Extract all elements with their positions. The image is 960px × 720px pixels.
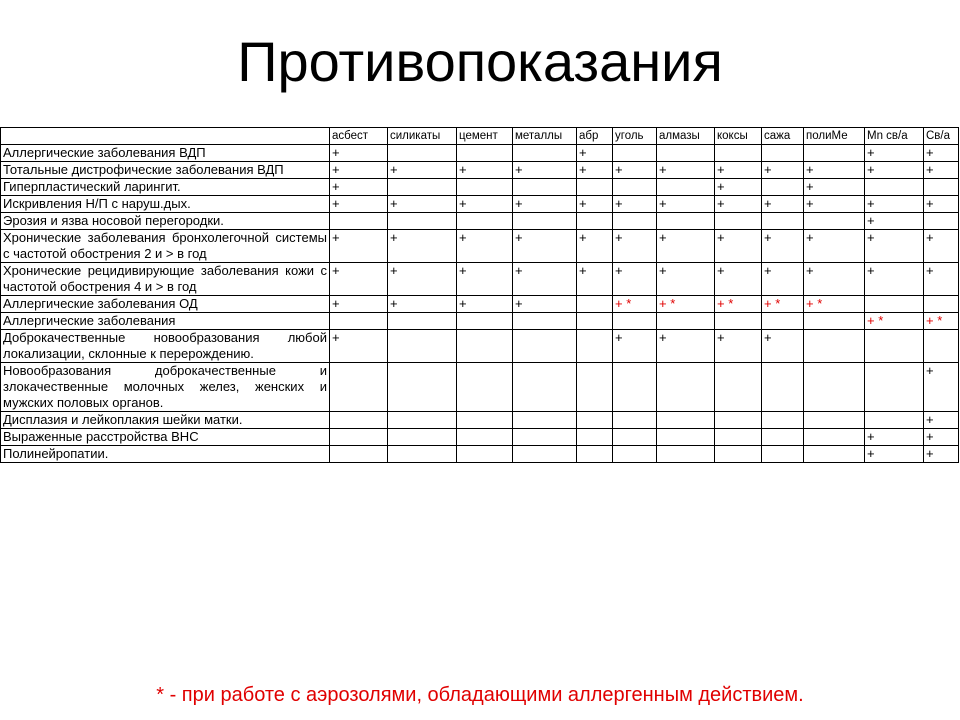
mark-cell bbox=[513, 412, 577, 429]
mark-cell bbox=[924, 213, 959, 230]
mark-cell: + bbox=[865, 213, 924, 230]
mark-cell bbox=[577, 412, 613, 429]
table-row bbox=[1, 179, 959, 196]
header-corner-cell bbox=[1, 128, 330, 145]
mark-cell bbox=[577, 446, 613, 463]
column-header: коксы bbox=[715, 128, 762, 145]
mark-cell: + bbox=[657, 330, 715, 363]
mark-cell bbox=[657, 363, 715, 412]
table-row bbox=[1, 162, 959, 179]
mark-cell bbox=[613, 412, 657, 429]
mark-cell bbox=[924, 330, 959, 363]
mark-cell: + bbox=[762, 196, 804, 213]
mark-cell: + * bbox=[657, 296, 715, 313]
mark-cell: + bbox=[513, 230, 577, 263]
mark-cell bbox=[762, 363, 804, 412]
mark-cell bbox=[513, 429, 577, 446]
mark-cell: + bbox=[804, 230, 865, 263]
mark-cell: + bbox=[577, 263, 613, 296]
mark-cell: + bbox=[865, 196, 924, 213]
mark-cell bbox=[388, 446, 457, 463]
mark-cell: + bbox=[804, 179, 865, 196]
mark-cell: + bbox=[388, 230, 457, 263]
mark-cell: + bbox=[330, 230, 388, 263]
column-header: цемент bbox=[457, 128, 513, 145]
mark-cell bbox=[513, 330, 577, 363]
mark-cell bbox=[330, 412, 388, 429]
mark-cell: + * bbox=[762, 296, 804, 313]
mark-cell bbox=[613, 179, 657, 196]
mark-cell bbox=[715, 429, 762, 446]
mark-cell: + bbox=[457, 196, 513, 213]
mark-cell: + bbox=[330, 196, 388, 213]
condition-label: Аллергические заболевания bbox=[1, 313, 330, 330]
mark-cell: + bbox=[513, 196, 577, 213]
mark-cell bbox=[388, 412, 457, 429]
mark-cell bbox=[577, 179, 613, 196]
condition-label: Гиперпластический ларингит. bbox=[1, 179, 330, 196]
mark-cell: + bbox=[513, 263, 577, 296]
mark-cell bbox=[715, 213, 762, 230]
table-row bbox=[1, 230, 959, 263]
table-row bbox=[1, 263, 959, 296]
table-row bbox=[1, 446, 959, 463]
mark-cell bbox=[457, 313, 513, 330]
mark-cell: + bbox=[657, 162, 715, 179]
mark-cell: + bbox=[715, 179, 762, 196]
mark-cell bbox=[762, 446, 804, 463]
mark-cell bbox=[457, 213, 513, 230]
mark-cell bbox=[457, 145, 513, 162]
condition-label: Тотальные дистрофические заболевания ВДП bbox=[1, 162, 330, 179]
mark-cell bbox=[388, 213, 457, 230]
mark-cell: + bbox=[762, 330, 804, 363]
mark-cell bbox=[865, 412, 924, 429]
page-title: Противопоказания bbox=[237, 30, 723, 93]
mark-cell: + bbox=[924, 412, 959, 429]
mark-cell: + bbox=[924, 196, 959, 213]
mark-cell bbox=[715, 313, 762, 330]
mark-cell: + bbox=[330, 296, 388, 313]
mark-cell bbox=[865, 330, 924, 363]
mark-cell: + bbox=[657, 230, 715, 263]
mark-cell bbox=[657, 145, 715, 162]
table-row bbox=[1, 363, 959, 412]
column-header: Св/а bbox=[924, 128, 959, 145]
mark-cell bbox=[330, 363, 388, 412]
mark-cell: + bbox=[577, 196, 613, 213]
mark-cell: + bbox=[924, 145, 959, 162]
condition-label: Дисплазия и лейкоплакия шейки матки. bbox=[1, 412, 330, 429]
mark-cell bbox=[613, 313, 657, 330]
mark-cell: + * bbox=[715, 296, 762, 313]
mark-cell: + * bbox=[924, 313, 959, 330]
mark-cell: + bbox=[924, 263, 959, 296]
mark-cell bbox=[388, 363, 457, 412]
mark-cell bbox=[388, 330, 457, 363]
mark-cell: + bbox=[330, 179, 388, 196]
condition-label: Новообразования доброкачественные и злокачественные молочных желез, женских и мужских половых органов. bbox=[1, 363, 330, 412]
mark-cell bbox=[657, 412, 715, 429]
condition-label: Аллергические заболевания ОД bbox=[1, 296, 330, 313]
mark-cell: + bbox=[924, 363, 959, 412]
mark-cell bbox=[613, 363, 657, 412]
mark-cell bbox=[804, 330, 865, 363]
mark-cell bbox=[715, 446, 762, 463]
mark-cell bbox=[804, 446, 865, 463]
mark-cell: + bbox=[715, 230, 762, 263]
mark-cell: + bbox=[715, 330, 762, 363]
mark-cell: + bbox=[865, 263, 924, 296]
mark-cell bbox=[613, 213, 657, 230]
mark-cell: + bbox=[457, 263, 513, 296]
mark-cell: + bbox=[613, 196, 657, 213]
mark-cell bbox=[513, 363, 577, 412]
mark-cell: + bbox=[613, 162, 657, 179]
mark-cell: + bbox=[388, 263, 457, 296]
mark-cell bbox=[513, 213, 577, 230]
mark-cell: + bbox=[865, 145, 924, 162]
mark-cell: + bbox=[577, 230, 613, 263]
mark-cell bbox=[513, 179, 577, 196]
mark-cell bbox=[924, 296, 959, 313]
mark-cell bbox=[762, 145, 804, 162]
mark-cell: + bbox=[457, 230, 513, 263]
table-row bbox=[1, 330, 959, 363]
mark-cell bbox=[330, 429, 388, 446]
mark-cell: + bbox=[865, 429, 924, 446]
column-header: алмазы bbox=[657, 128, 715, 145]
mark-cell bbox=[804, 363, 865, 412]
column-header: металлы bbox=[513, 128, 577, 145]
mark-cell: + bbox=[924, 446, 959, 463]
mark-cell bbox=[457, 446, 513, 463]
table-row bbox=[1, 145, 959, 162]
column-header: уголь bbox=[613, 128, 657, 145]
condition-label: Аллергические заболевания ВДП bbox=[1, 145, 330, 162]
column-header: асбест bbox=[330, 128, 388, 145]
column-header: абр bbox=[577, 128, 613, 145]
mark-cell: + bbox=[613, 330, 657, 363]
mark-cell: + bbox=[577, 145, 613, 162]
mark-cell: + bbox=[804, 263, 865, 296]
mark-cell bbox=[577, 296, 613, 313]
mark-cell bbox=[657, 429, 715, 446]
mark-cell bbox=[762, 179, 804, 196]
mark-cell bbox=[924, 179, 959, 196]
mark-cell: + bbox=[762, 162, 804, 179]
mark-cell: + bbox=[865, 446, 924, 463]
mark-cell: + bbox=[577, 162, 613, 179]
condition-label: Хронические заболевания бронхолегочной системы с частотой обострения 2 и > в год bbox=[1, 230, 330, 263]
mark-cell bbox=[577, 429, 613, 446]
mark-cell bbox=[715, 145, 762, 162]
mark-cell bbox=[762, 313, 804, 330]
mark-cell bbox=[457, 179, 513, 196]
footnote: * - при работе с аэрозолями, обладающими аллергенным действием. bbox=[156, 684, 804, 706]
mark-cell bbox=[804, 429, 865, 446]
condition-label: Искривления Н/П с наруш.дых. bbox=[1, 196, 330, 213]
mark-cell: + bbox=[804, 196, 865, 213]
mark-cell bbox=[457, 330, 513, 363]
mark-cell bbox=[330, 213, 388, 230]
mark-cell bbox=[762, 213, 804, 230]
mark-cell: + bbox=[924, 162, 959, 179]
mark-cell: + bbox=[762, 263, 804, 296]
mark-cell bbox=[762, 429, 804, 446]
mark-cell: + bbox=[513, 296, 577, 313]
column-header: силикаты bbox=[388, 128, 457, 145]
mark-cell: + bbox=[715, 263, 762, 296]
mark-cell bbox=[388, 179, 457, 196]
mark-cell bbox=[513, 145, 577, 162]
mark-cell bbox=[613, 446, 657, 463]
condition-label: Хронические рецидивирующие заболевания кожи с частотой обострения 4 и > в год bbox=[1, 263, 330, 296]
mark-cell: + bbox=[330, 162, 388, 179]
mark-cell: + bbox=[715, 162, 762, 179]
mark-cell: + bbox=[457, 162, 513, 179]
mark-cell: + * bbox=[804, 296, 865, 313]
mark-cell bbox=[715, 363, 762, 412]
mark-cell bbox=[657, 213, 715, 230]
mark-cell bbox=[577, 330, 613, 363]
mark-cell bbox=[762, 412, 804, 429]
mark-cell: + bbox=[388, 162, 457, 179]
mark-cell: + bbox=[330, 263, 388, 296]
column-header: полиМе bbox=[804, 128, 865, 145]
mark-cell: + bbox=[330, 145, 388, 162]
mark-cell bbox=[804, 313, 865, 330]
mark-cell: + bbox=[388, 296, 457, 313]
mark-cell bbox=[513, 313, 577, 330]
mark-cell: + bbox=[388, 196, 457, 213]
mark-cell bbox=[865, 363, 924, 412]
mark-cell bbox=[865, 296, 924, 313]
mark-cell bbox=[804, 412, 865, 429]
mark-cell bbox=[330, 446, 388, 463]
mark-cell: + bbox=[804, 162, 865, 179]
mark-cell bbox=[577, 313, 613, 330]
mark-cell: + bbox=[457, 296, 513, 313]
mark-cell: + bbox=[513, 162, 577, 179]
mark-cell: + bbox=[762, 230, 804, 263]
mark-cell: + * bbox=[865, 313, 924, 330]
mark-cell: + bbox=[715, 196, 762, 213]
table-row bbox=[1, 213, 959, 230]
table-body bbox=[1, 145, 959, 463]
mark-cell: + bbox=[924, 429, 959, 446]
table-row bbox=[1, 313, 959, 330]
mark-cell bbox=[613, 429, 657, 446]
contraindications-table bbox=[0, 127, 959, 463]
table-row bbox=[1, 296, 959, 313]
mark-cell: + * bbox=[613, 296, 657, 313]
mark-cell: + bbox=[613, 230, 657, 263]
mark-cell bbox=[865, 179, 924, 196]
column-header: Mn св/а bbox=[865, 128, 924, 145]
mark-cell bbox=[388, 313, 457, 330]
mark-cell bbox=[657, 179, 715, 196]
mark-cell bbox=[388, 145, 457, 162]
mark-cell bbox=[804, 213, 865, 230]
mark-cell: + bbox=[657, 263, 715, 296]
mark-cell bbox=[330, 313, 388, 330]
mark-cell: + bbox=[865, 162, 924, 179]
mark-cell bbox=[513, 446, 577, 463]
mark-cell bbox=[577, 363, 613, 412]
condition-label: Выраженные расстройства ВНС bbox=[1, 429, 330, 446]
condition-label: Эрозия и язва носовой перегородки. bbox=[1, 213, 330, 230]
mark-cell bbox=[613, 145, 657, 162]
mark-cell bbox=[457, 412, 513, 429]
mark-cell: + bbox=[657, 196, 715, 213]
header-row bbox=[1, 128, 959, 145]
column-header: сажа bbox=[762, 128, 804, 145]
mark-cell bbox=[457, 429, 513, 446]
condition-label: Доброкачественные новообразования любой локализации, склонные к перерождению. bbox=[1, 330, 330, 363]
mark-cell bbox=[577, 213, 613, 230]
table-row bbox=[1, 196, 959, 213]
mark-cell bbox=[804, 145, 865, 162]
mark-cell: + bbox=[613, 263, 657, 296]
mark-cell bbox=[388, 429, 457, 446]
table-row bbox=[1, 429, 959, 446]
mark-cell bbox=[715, 412, 762, 429]
mark-cell: + bbox=[330, 330, 388, 363]
mark-cell: + bbox=[865, 230, 924, 263]
table-row bbox=[1, 412, 959, 429]
mark-cell bbox=[457, 363, 513, 412]
mark-cell: + bbox=[924, 230, 959, 263]
mark-cell bbox=[657, 313, 715, 330]
condition-label: Полинейропатии. bbox=[1, 446, 330, 463]
mark-cell bbox=[657, 446, 715, 463]
